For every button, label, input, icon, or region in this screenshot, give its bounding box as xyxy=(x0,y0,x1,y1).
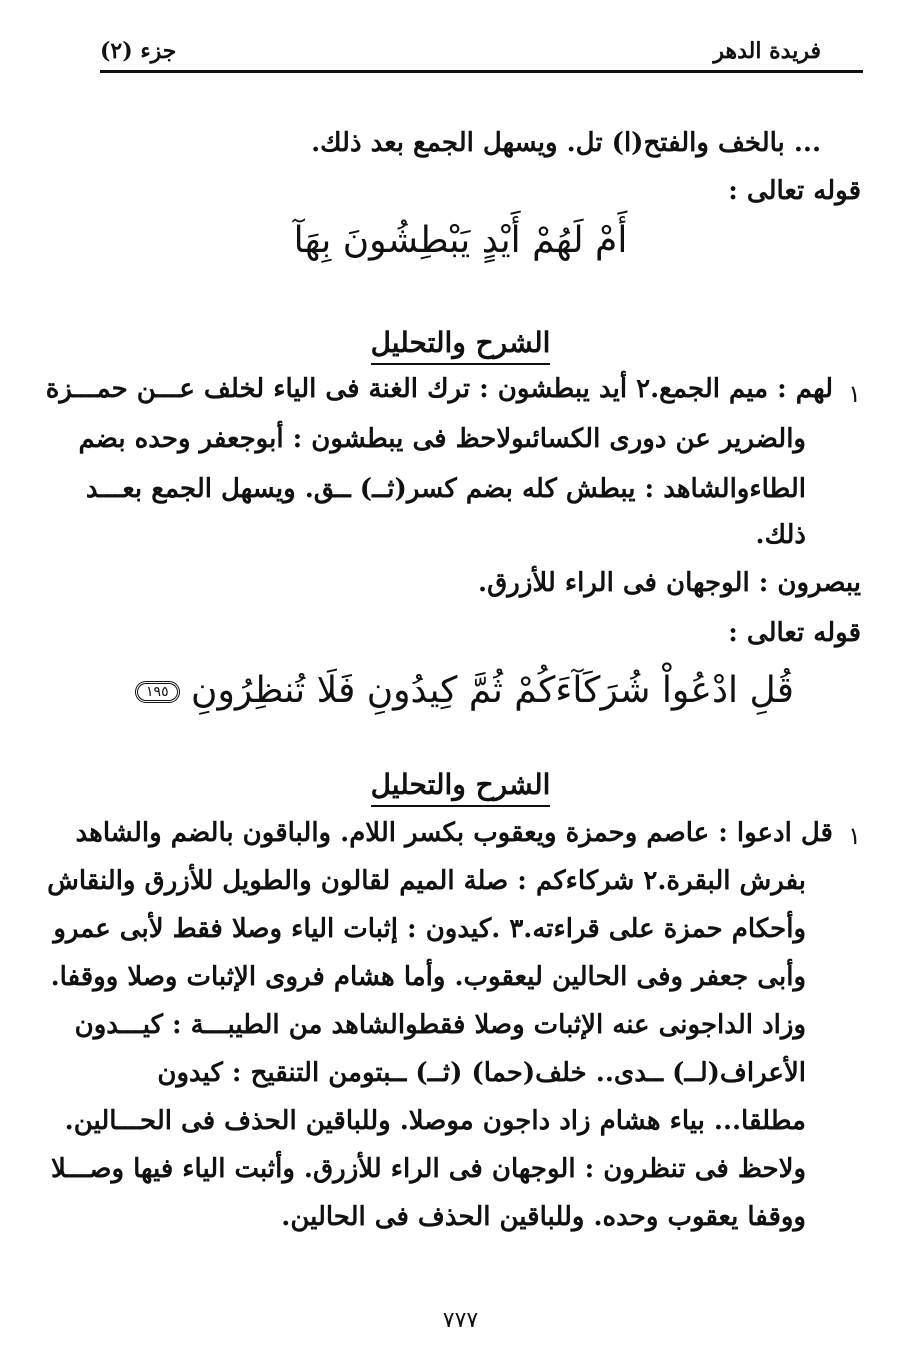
text-line: قل ادعوا : عاصم وحمزة ويعقوب بكسر اللام. والباقون بالضم والشاهد xyxy=(75,818,833,848)
book-title: فريدة الدهر xyxy=(713,38,821,64)
header-rule xyxy=(100,70,863,73)
text-line: بفرش البقرة.٢ شركاءكم : صلة الميم لقالون والطويل للأزرق والنقاش xyxy=(47,866,806,896)
quran-verse: أَمْ لَهُمْ أَيْدٍ يَبْطِشُونَ بِهَآ xyxy=(293,220,628,261)
text-line: ذلك. xyxy=(755,520,806,550)
text-line: الطاءوالشاهد : يبطش كله بضم كسر(ثــ) ــق. ويسهل الجمع بعـــد xyxy=(85,474,806,504)
ayah-number: ١٩٥ xyxy=(135,681,180,703)
text-line: ... بالخف والفتح(ا) تل. ويسهل الجمع بعد ذلك. xyxy=(311,128,821,158)
text-line: ووقفا يعقوب وحده. وللباقين الحذف فى الحالين. xyxy=(281,1202,806,1232)
text-line: الأعراف(لــ) ــدى.. خلف(حما) (ثــ) ــبتومن التنقيح : كيدون xyxy=(157,1058,806,1088)
section-heading: الشرح والتحليل xyxy=(0,768,921,801)
text-line: يبصرون : الوجهان فى الراء للأزرق. xyxy=(478,568,861,598)
text-line: وأحكام حمزة على قراءته.٣ .كيدون : إثبات الياء وصلا فقط لأبى عمرو xyxy=(53,914,806,944)
note-number: ١ xyxy=(848,822,861,850)
page-header xyxy=(100,38,821,72)
volume-label: جزء (٢) xyxy=(100,38,177,64)
text-line: مطلقا... بياء هشام زاد داجون موصلا. وللباقين الحذف فى الحـــالين. xyxy=(64,1106,806,1136)
text-line: والضرير عن دورى الكسائىولاحظ فى يبطشون : أبوجعفر وحده بضم xyxy=(78,424,806,454)
section-heading: الشرح والتحليل xyxy=(0,326,921,359)
text-line: لهم : ميم الجمع.٢ أيد يبطشون : ترك الغنة فى الياء لخلف عـــن حمـــزة xyxy=(45,374,833,404)
text-line: وزاد الداجونى عنه الإثبات وصلا فقطوالشاهد من الطيبـــة : كيـــدون xyxy=(74,1010,806,1040)
page-number: ٧٧٧ xyxy=(442,1308,479,1333)
text-line: ولاحظ فى تنظرون : الوجهان فى الراء للأزرق. وأثبت الياء فيها وصـــلا xyxy=(51,1154,806,1184)
text-line: وأبى جعفر وفى الحالين ليعقوب. وأما هشام فروى الإثبات وصلا ووقفا. xyxy=(50,962,806,992)
text-line: قوله تعالى : xyxy=(728,176,861,206)
verse-text: قُلِ ادْعُواْ شُرَكَآءَكُمْ ثُمَّ كِيدُونِ فَلَا تُنظِرُونِ xyxy=(191,670,794,711)
text-line: قوله تعالى : xyxy=(728,618,861,648)
note-number: ١ xyxy=(848,380,861,408)
quran-verse xyxy=(0,670,921,711)
